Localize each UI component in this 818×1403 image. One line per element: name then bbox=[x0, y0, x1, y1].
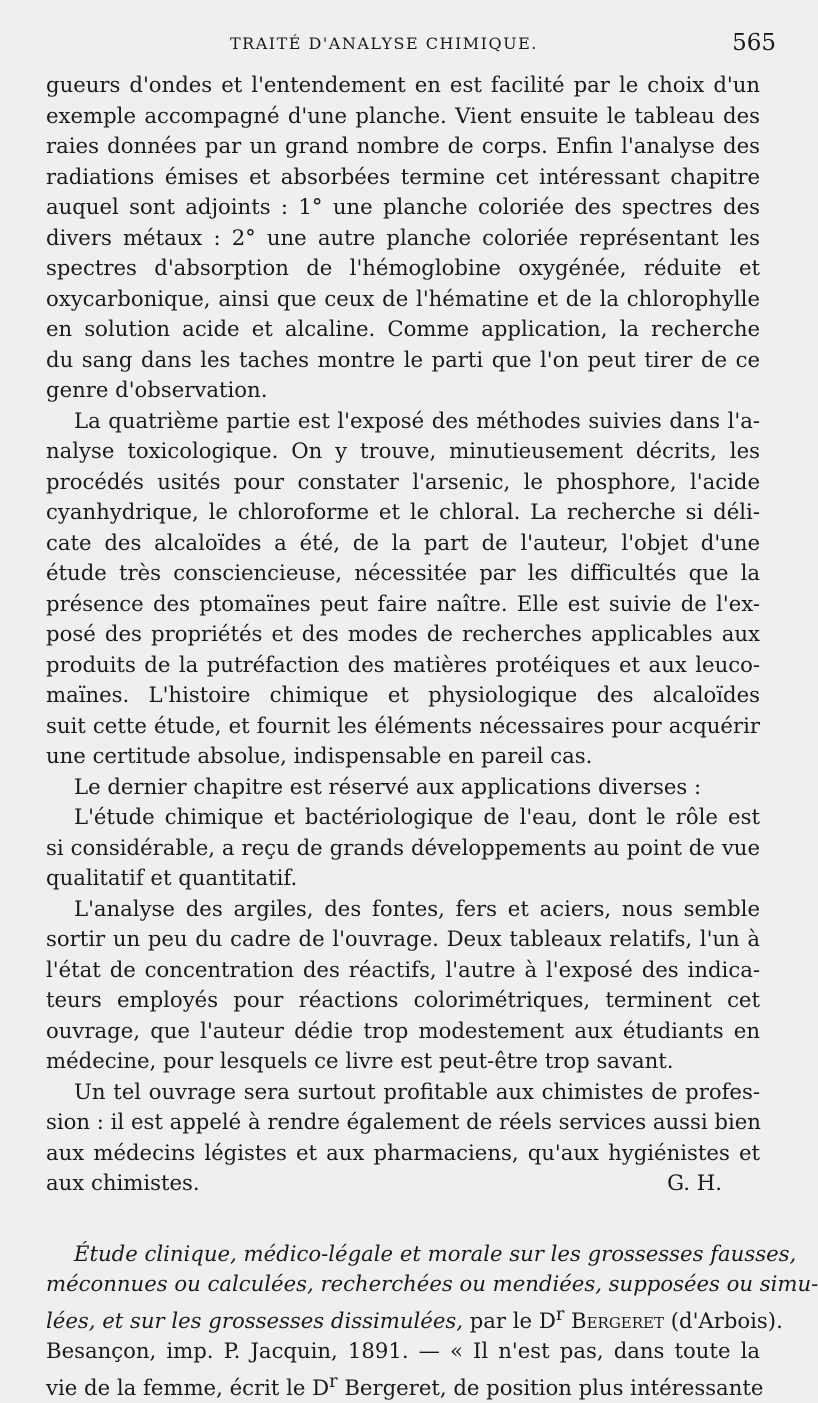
text-line: médecine, pour lesquels ce livre est peut-être trop savant. bbox=[46, 1048, 674, 1073]
page-header bbox=[0, 30, 800, 64]
page-body bbox=[46, 70, 818, 1403]
text-line: suit cette étude, et fournit les éléments nécessaires pour acquérir bbox=[46, 712, 760, 738]
text-line: Le dernier chapitre est réservé aux applications diverses : bbox=[74, 773, 702, 799]
text-line: aux médecins légistes et aux pharmaciens, qu'aux hygiénistes et bbox=[46, 1139, 760, 1165]
text-line: radiations émises et absorbées termine cet intéressant chapitre bbox=[46, 163, 760, 189]
review-line bbox=[46, 1269, 818, 1300]
text-line: divers métaux : 2° une autre planche coloriée représentant les bbox=[46, 224, 760, 250]
review-line bbox=[46, 1300, 783, 1337]
text-line: Un tel ouvrage sera surtout profitable aux chimistes de profes- bbox=[74, 1078, 760, 1104]
text-line: en solution acide et alcaline. Comme application, la recherche bbox=[46, 316, 760, 341]
signature: G. H. bbox=[667, 1170, 722, 1195]
review-author: Bergeret bbox=[564, 1307, 665, 1333]
text-line: qualitatif et quantitatif. bbox=[46, 865, 298, 890]
text-line: présence des ptomaïnes peut faire naître. Elle est suivie de l'ex- bbox=[46, 590, 760, 616]
text-line: genre d'observation. bbox=[46, 377, 268, 402]
text-line: cyanhydrique, le chloroforme et le chloral. La recherche si déli- bbox=[46, 499, 760, 524]
text-line: raies données par un grand nombre de corps. Enfin l'analyse des bbox=[46, 133, 760, 158]
text-line: gueurs d'ondes et l'entendement en est facilité par le choix d'un bbox=[46, 72, 760, 97]
page-number: 565 bbox=[732, 30, 776, 56]
review-title-abbrev: r bbox=[555, 1304, 565, 1325]
review-line bbox=[46, 1239, 797, 1270]
section-gap bbox=[46, 1199, 760, 1239]
text-line: aux chimistes. bbox=[46, 1170, 200, 1195]
review-place: (d'Arbois). bbox=[664, 1307, 783, 1333]
review-by: par le D bbox=[462, 1307, 556, 1333]
text-line: sion : il est appelé à rendre également de réels services aussi bien bbox=[46, 1109, 761, 1134]
review-title-abbrev: r bbox=[329, 1371, 338, 1392]
text-line-with-signature bbox=[46, 1168, 760, 1199]
text-line: du sang dans les taches montre le parti que l'on peut tirer de ce bbox=[46, 346, 760, 372]
text-line: maïnes. L'histoire chimique et physiologique des alcaloïdes bbox=[46, 682, 760, 707]
review-line: Besançon, imp. P. Jacquin, 1891. — « Il n'est pas, dans toute la bbox=[46, 1338, 760, 1364]
text-line: posé des propriétés et des modes de recherches applicables aux bbox=[46, 621, 760, 646]
text-line: produits de la putréfaction des matières protéiques et aux leuco- bbox=[46, 651, 760, 677]
text-line: spectres d'absorption de l'hémoglobine oxygénée, réduite et bbox=[46, 255, 760, 280]
review-line bbox=[46, 1367, 764, 1403]
text-line: une certitude absolue, indispensable en pareil cas. bbox=[46, 743, 593, 768]
text-line: La quatrième partie est l'exposé des méthodes suivies dans l'a- bbox=[74, 407, 760, 433]
review-title: méconnues ou calculées, recherchées ou mendiées, supposées ou simu- bbox=[46, 1271, 818, 1296]
review-text: Bergeret, de position plus intéressante bbox=[337, 1374, 764, 1400]
text-line: cate des alcaloïdes a été, de la part de l'auteur, l'objet d'une bbox=[46, 529, 760, 555]
text-line: l'état de concentration des réactifs, l'autre à l'exposé des indica- bbox=[46, 956, 760, 982]
text-line: procédés usités pour constater l'arsenic, le phosphore, l'acide bbox=[46, 468, 760, 494]
text-line: étude très consciencieuse, nécessitée par les difficultés que la bbox=[46, 560, 760, 585]
running-title: TRAITÉ D'ANALYSE CHIMIQUE. bbox=[230, 34, 538, 53]
text-line: si considérable, a reçu de grands développements au point de vue bbox=[46, 834, 760, 860]
review-title: lées, et sur les grossesses dissimulées, bbox=[46, 1307, 463, 1333]
text-line: ouvrage, que l'auteur dédie trop modestement aux étudiants en bbox=[46, 1017, 760, 1043]
text-line: nalyse toxicologique. On y trouve, minutieusement décrits, les bbox=[46, 438, 760, 463]
review-title: Étude clinique, médico-légale et morale sur les grossesses fausses, bbox=[74, 1240, 797, 1266]
text-line: sortir un peu du cadre de l'ouvrage. Deux tableaux relatifs, l'un à bbox=[46, 926, 760, 951]
review-text: vie de la femme, écrit le D bbox=[46, 1374, 330, 1400]
text-line: teurs employés pour réactions colorimétriques, terminent cet bbox=[46, 987, 760, 1012]
text-line: L'analyse des argiles, des fontes, fers et aciers, nous semble bbox=[74, 895, 760, 921]
text-line: oxycarbonique, ainsi que ceux de l'hématine et de la chlorophylle bbox=[46, 285, 760, 311]
text-line: L'étude chimique et bactériologique de l'eau, dont le rôle est bbox=[74, 804, 760, 829]
text-line: exemple accompagné d'une planche. Vient ensuite le tableau des bbox=[46, 102, 760, 128]
text-line: auquel sont adjoints : 1° une planche coloriée des spectres des bbox=[46, 194, 760, 219]
